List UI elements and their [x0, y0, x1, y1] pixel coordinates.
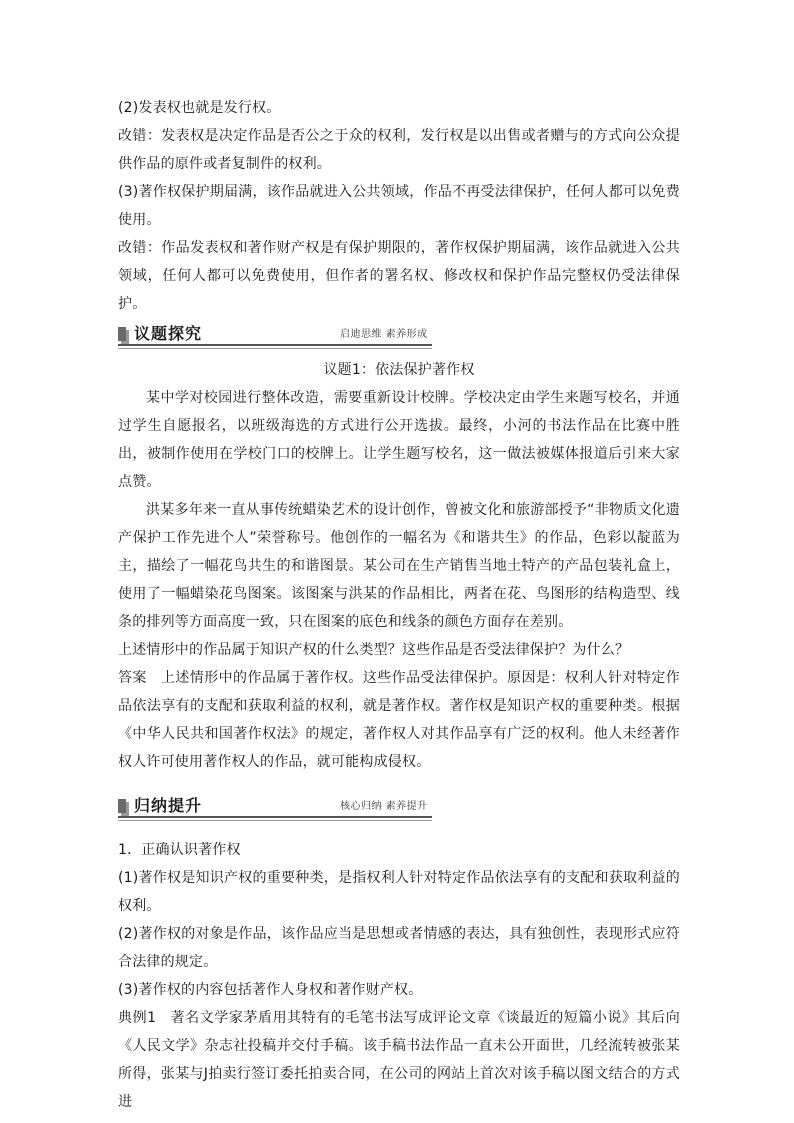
- section-rule-thin: [118, 348, 432, 349]
- section-header-summary: [118, 796, 680, 818]
- discussion-question: 上述情形中的作品属于知识产权的什么类型？这些作品是否受法律保护？为什么？: [118, 642, 630, 658]
- correction-2: 改错：发表权是决定作品是否公之于众的权利，发行权是以出售或者赠与的方式向公众提供作品的原件或者复制件的权利。: [118, 128, 680, 172]
- answer-text: 上述情形中的作品属于著作权。这些作品受法律保护。原因是：权利人针对特定作品依法享有的支配和获取利益的权利，就是著作权。著作权是知识产权的重要种类。根据《中华人民共和国著作权法》的规定，著作权人对其作品享有广泛的权利。他人未经著作权人许可使用著作权人的作品，就可能构成侵权。: [118, 670, 680, 770]
- topic-heading: 议题1：依法保护著作权: [323, 362, 475, 378]
- summary-point-1: (1)著作权是知识产权的重要种类，是指权利人针对特定作品依法享有的支配和获取利益的权利。: [118, 870, 680, 914]
- section-subtitle: 启迪思维 素养形成: [340, 329, 428, 340]
- section-rule: [118, 344, 432, 346]
- section-subtitle: 核心归纳 素养提升: [340, 801, 428, 812]
- summary-heading: 1．正确认识著作权: [118, 842, 241, 858]
- case-paragraph-1: 某中学对校园进行整体改造，需要重新设计校牌。学校决定由学生来题写校名，并通过学生自愿报名，以班级海选的方式进行公开选拔。最终，小河的书法作品在比赛中胜出，被制作使用在学校门口的校牌上。让学生题写校名，这一做法被媒体报道后引来大家点赞。: [118, 390, 680, 490]
- case-paragraph-2: 洪某多年来一直从事传统蜡染艺术的设计创作，曾被文化和旅游部授予“非物质文化遗产保护工作先进个人”荣誉称号。他创作的一幅名为《和谐共生》的作品，色彩以靛蓝为主，描绘了一幅花鸟共生的和谐图景。某公司在生产销售当地土特产的产品包装礼盒上，使用了一幅蜡染花鸟图案。该图案与洪某的作品相比，两者在花、鸟图形的结构造型、线条的排列等方面高度一致，只在图案的底色和线条的颜色方面存在差别。: [118, 502, 680, 630]
- example-text: 著名文学家茅盾用其特有的毛笔书法写成评论文章《谈最近的短篇小说》其后向《人民文学》杂志社投稿并交付手稿。该手稿书法作品一直未公开面世，几经流转被张某所得，张某与J拍卖行签订委托拍卖合同，在公司的网站上首次对该手稿以图文结合的方式进: [118, 1010, 681, 1110]
- document-page: [118, 94, 680, 1116]
- section-rule: [118, 816, 432, 818]
- section-marker-icon: [118, 327, 126, 341]
- example-paragraph: [118, 1004, 680, 1116]
- question-3: (3)著作权保护期届满，该作品就进入公共领域，作品不再受法律保护，任何人都可以免费使用。: [118, 184, 680, 228]
- section-title: 议题探究: [134, 324, 203, 343]
- section-rule-thin: [118, 820, 432, 821]
- summary-point-3: (3)著作权的内容包括著作人身权和著作财产权。: [118, 982, 423, 998]
- correction-3: 改错：作品发表权和著作财产权是有保护期限的，著作权保护期届满，该作品就进入公共领域，任何人都可以免费使用，但作者的署名权、修改权和保护作品完整权仍受法律保护。: [118, 240, 680, 312]
- question-2: (2)发表权也就是发行权。: [118, 100, 281, 116]
- example-label: 典例1: [118, 1010, 157, 1026]
- section-title: 归纳提升: [134, 796, 203, 815]
- answer-paragraph: [118, 664, 680, 776]
- summary-point-2: (2)著作权的对象是作品，该作品应当是思想或者情感的表达，具有独创性，表现形式应符合法律的规定。: [118, 926, 680, 970]
- section-marker-icon: [118, 799, 126, 813]
- section-header-explore: [118, 324, 680, 346]
- answer-label: 答案: [118, 670, 147, 686]
